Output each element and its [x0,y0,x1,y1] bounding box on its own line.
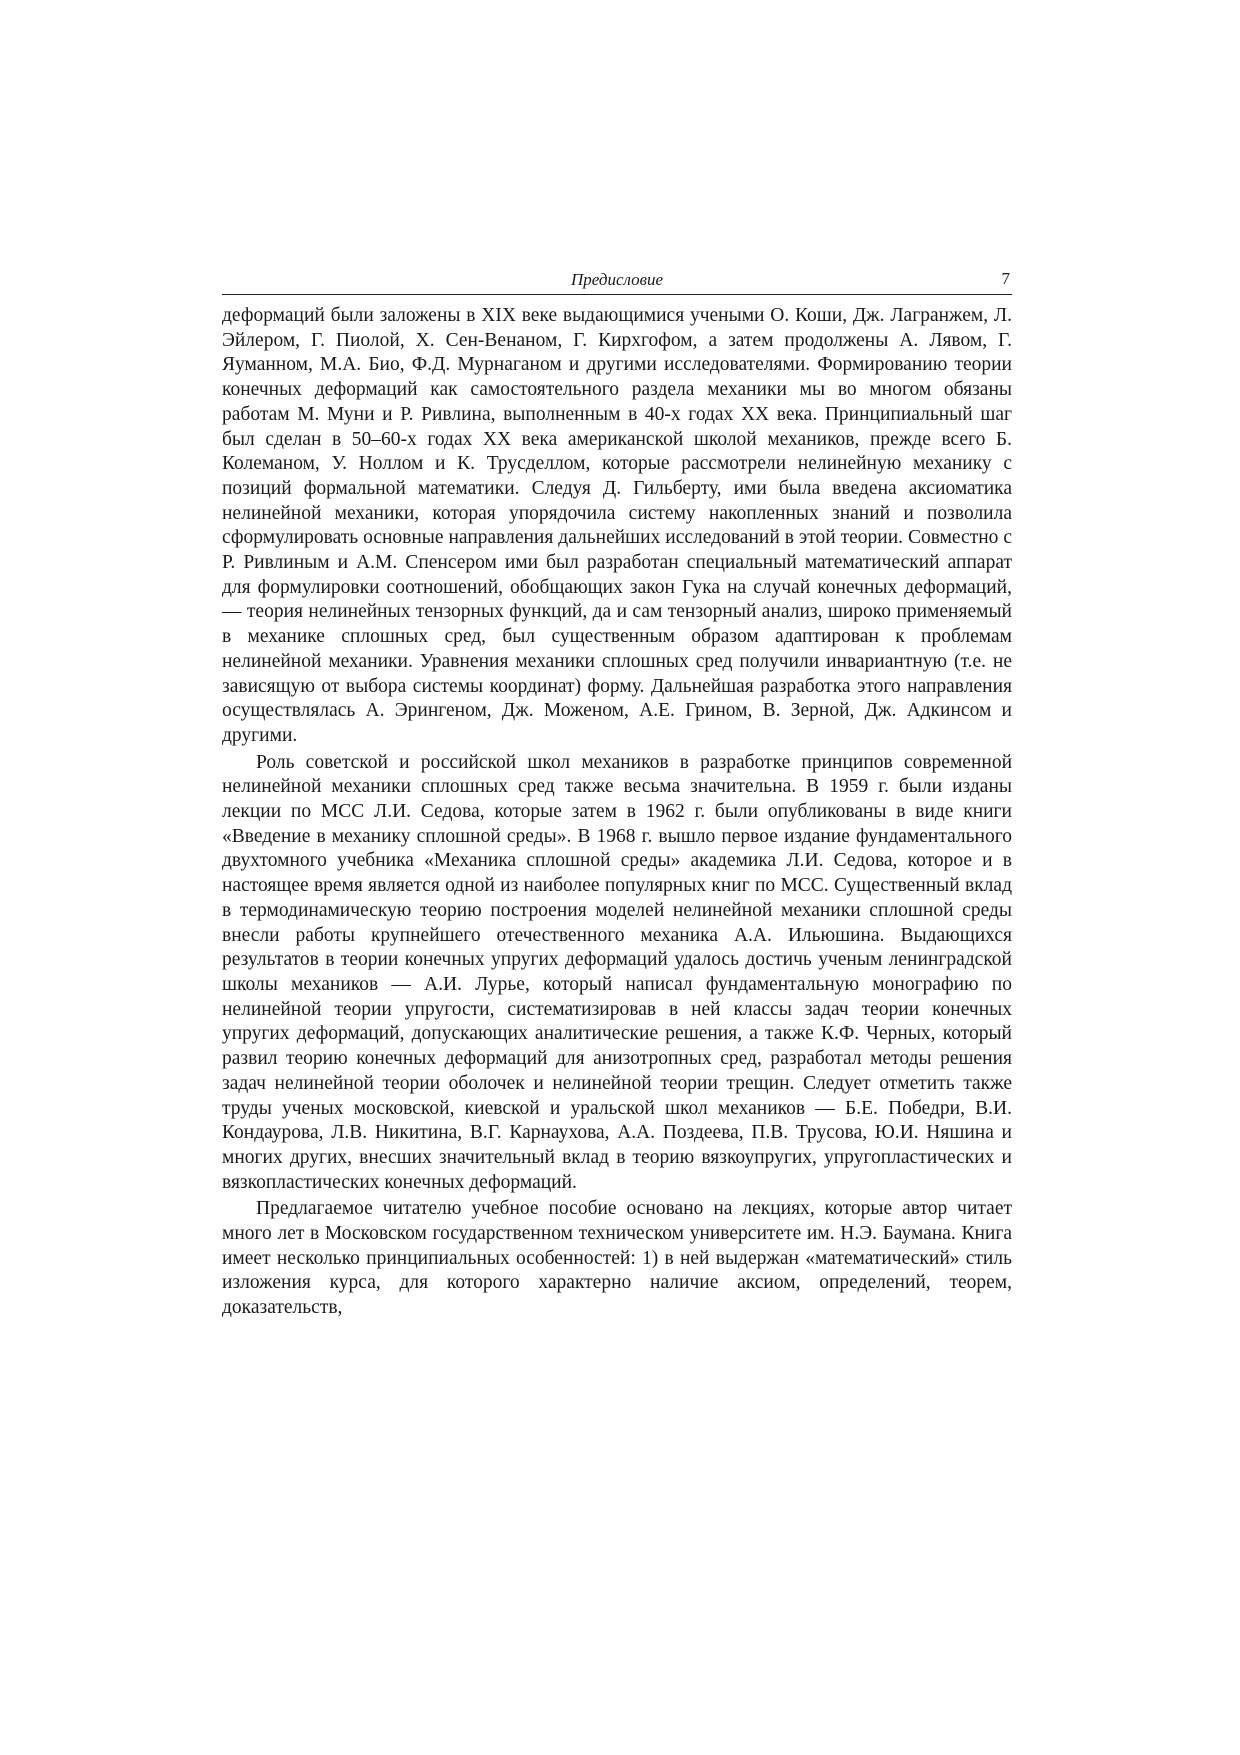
paragraph-continuation: деформаций были заложены в XIX веке выдающимися учеными О. Коши, Дж. Лагранжем, Л. Эйлером, Г. Пиолой, Х. Сен-Венаном, Г. Кирхгофом, а затем продолжены А. Лявом, Г. Яуманном, М.А. Био, Ф.Д. Мурнаганом и другими исследователями. Формированию теории конечных деформаций как самостоятельного раздела механики мы во многом обязаны работам М. Муни и Р. Ривлина, выполненным в 40-х годах XX века. Принципиальный шаг был сделан в 50–60-х годах XX века американской школой механиков, прежде всего Б. Колеманом, У. Ноллом и К. Трусделлом, которые рассмотрели нелинейную механику с позиций формальной математики. Следуя Д. Гильберту, ими была введена аксиоматика нелинейной механики, которая упорядочила систему накопленных знаний и позволила сформулировать основные направления дальнейших исследований в этой теории. Совместно с Р. Ривлиным и А.М. Спенсером ими был разработан специальный математический аппарат для формулировки соотношений, обобщающих закон Гука на случай конечных деформаций, — теория нелинейных тензорных функций, да и сам тензорный анализ, широко применяемый в механике сплошных сред, был существенным образом адаптирован к проблемам нелинейной механики. Уравнения механики сплошных сред получили инвариантную (т.е. не зависящую от выбора системы координат) форму. Дальнейшая разработка этого направления осуществлялась А. Эрингеном, Дж. Моженом, А.Е. Грином, В. Зерной, Дж. Адкинсом и другими. [222,305,1012,746]
running-title: Предисловие [570,270,664,289]
paragraph-textbook-features: Предлагаемое читателю учебное пособие основано на лекциях, которые автор читает много лет в Московском государственном техническом университете им. Н.Э. Баумана. Книга имеет несколько принципиальных особенностей: 1) в ней выдержан «математический» стиль изложения курса, для которого характерно наличие аксиом, определений, теорем, доказательств, [222,1198,1012,1319]
page-number: 7 [1001,269,1010,288]
running-header [222,268,1012,295]
book-page [222,268,1012,1321]
paragraph-soviet-schools: Роль советской и российской школ механиков в разработке принципов современной нелинейной механики сплошных сред также весьма значительна. В 1959 г. были изданы лекции по МСС Л.И. Седова, которые затем в 1962 г. были опубликованы в виде книги «Введение в механику сплошной среды». В 1968 г. вышло первое издание фундаментального двухтомного учебника «Механика сплошной среды» академика Л.И. Седова, которое и в настоящее время является одной из наиболее популярных книг по МСС. Существенный вклад в термодинамическую теорию построения моделей нелинейной механики сплошной среды внесли работы крупнейшего отечественного механика А.А. Ильюшина. Выдающихся результатов в теории конечных упругих деформаций удалось достичь ученым ленинградской школы механиков — А.И. Лурье, который написал фундаментальную монографию по нелинейной теории упругости, систематизировав в ней классы задач теории конечных упругих деформаций, допускающих аналитические решения, а также К.Ф. Черных, который развил теорию конечных деформаций для анизотропных сред, разработал методы решения задач нелинейной теории оболочек и нелинейной теории трещин. Следует отметить также труды ученых московской, киевской и уральской школ механиков — Б.Е. Победри, В.И. Кондаурова, Л.В. Никитина, В.Г. Карнаухова, А.А. Поздеева, П.В. Трусова, Ю.И. Няшина и многих других, внесших значительный вклад в теорию вязкоупругих, упругопластических и вязкопластических конечных деформаций. [222,751,1012,1193]
body-text [222,304,1012,1321]
